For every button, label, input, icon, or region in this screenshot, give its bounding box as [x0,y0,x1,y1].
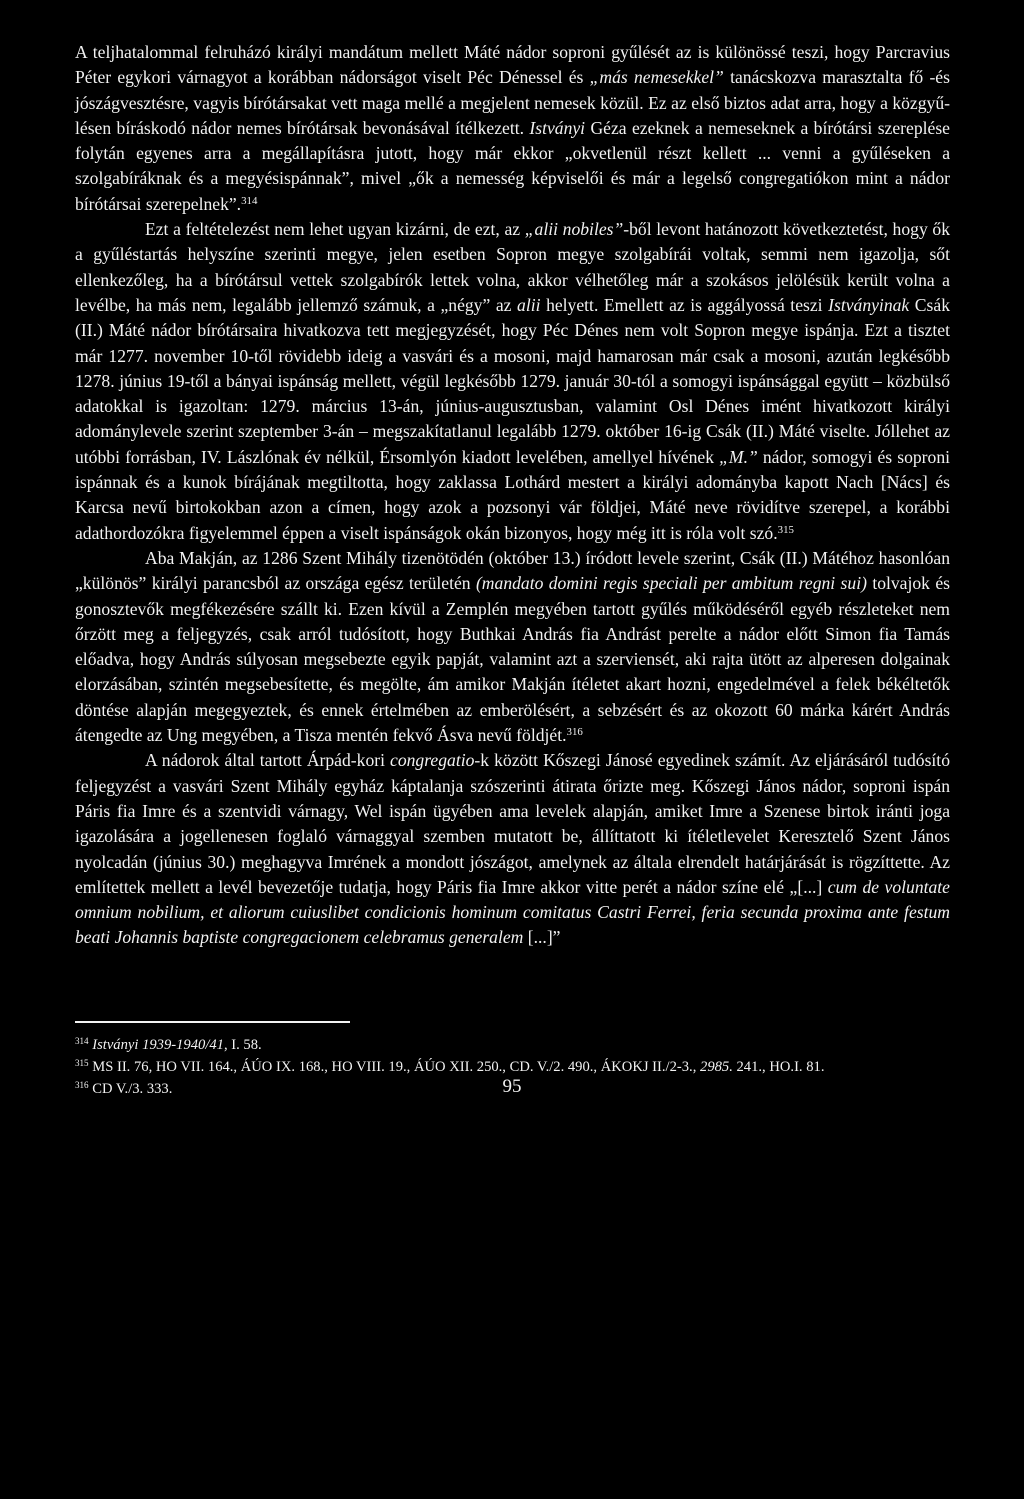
text-run: -ből levont hatánozott következtetést, hogy ők a gyűléstartás helyszíne szerinti megye, jelen esetben Sopron megye szolgabírái voltak, semmi nem igazolja, sőt ellenkezőleg, ha a bírótársul vettek szolgabírók lettek volna, akkor vélhetőleg már a szokásos jelölésük került volna a levélbe, ha más nem, legalább jellemző számuk, a „négy” az [75,219,951,315]
italic-text: congregatio [390,750,475,771]
main-text [75,40,950,951]
italic-text: Istványi 1939-1940/41 [92,1037,224,1053]
italic-text: (mandato domini regis speciali per ambitum regni sui) [475,573,867,594]
text-run: Géza ezeknek a nemeseknek a bírótársi szereplése folytán egyenes arra a megállapításra jutott, hogy már ekkor „okvetlenül részt kellett ... venni a gyűléseken a szolgabíráknak és a megyésispánnak”, mivel „ők a nemesség képviselői és már a legelső congregatiókon mint a nádor bírótársai szerepelnek”. [75,117,950,214]
italic-text: „M.” [719,446,758,467]
text-run: A teljhatalommal felruházó királyi mandátum mellett Máté nádor soproni gyűlését az is különössé teszi, hogy Parcravius Péter egykori várnagyot a korábban nádorságot viselt Péc Dénessel és [75,42,950,88]
text-run: 241., HO.I. 81. [732,1059,825,1075]
paragraph [75,546,950,748]
italic-text: cum de voluntate omnium nobilium, et aliorum cuiuslibet condicionis hominum comitatus Castri Ferrei, feria secunda proxima ante festum beati Johannis baptiste congregacionem celebramus generalem [75,876,950,948]
paragraph [75,40,950,217]
italic-text: 2985. [700,1059,733,1075]
text-run: helyett. Emellett az is aggályossá teszi [540,294,829,315]
italic-text: Istványinak [828,294,910,315]
text-run: Ezt a feltételezést nem lehet ugyan kizárni, de ezt, az [145,219,525,240]
footnote-ref: 314 [75,1036,89,1047]
footnote-ref: 315 [777,523,794,536]
footnote-ref: 314 [241,194,258,207]
text-run: , I. 58. [223,1037,262,1053]
footnote [75,1034,950,1056]
text-run: nádor, somogyi és soproni ispánnak és a kunok bírájának megtiltotta, hogy zaklassa Lothárd mestert a királyi adományba kapott Nach [Nács] és Karcsa nevű birtokokban azon a címen, hogy azok a pozsonyi vár földjei, Máté neve rövidítve szerepel, a korábbi adathordozókra figyelemmel éppen a viselt ispánságok okán bizonyos, hogy még itt is róla volt szó. [75,446,951,543]
footnote [75,1056,950,1078]
text-run: CD V./3. 333. [88,1081,173,1097]
text-run: A nádorok által tartott Árpád-kori [145,750,391,771]
text-run: -k között Kőszegi Jánosé egyedinek számít. Az eljárásáról tudósító feljegyzést a vasvári Szent Mihály egyház káptalanja szószerinti átirata őrizte meg. Kőszegi János nádor, soproni ispán Páris fia Imre és a szentvidi várnagy, Wel ispán ügyében ama levelek alapján, amiket Imre a Szenese birtok iránti joga igazolására a jogellenesen foglaló várnaggyal szemben mutatott be, állíttatott ki ítéletlevelet Keresztelő Szent János nyolcadán (június 30.) meghagyva Imrének a mondott jószágot, amelynek az általa elrendelt határjárását is rögzíttette. Az említettek mellett a levél bevezetője tudatja, hogy Páris fia Imre akkor vitte perét a nádor színe elé „[...] [75,750,950,897]
paragraph [75,748,950,950]
footnote-ref: 315 [75,1058,89,1069]
italic-text: Istványi [529,117,586,138]
page-number: 95 [502,1076,522,1097]
footnote-ref: 316 [566,726,583,739]
text-run: tanácskozva marasztalta fő -és jószágvesztésre, vagyis bírótársakat vett maga mellé a megjelent nemesek közül. Ez az első biztos adat arra, hogy a közgyűlésen bíráskodó nádor nemes bírótársak bevonásával ítélkezett. [75,67,950,138]
footnote-separator [75,1021,350,1023]
text-run: MS II. 76, HO VII. 164., ÁÚO IX. 168., HO VIII. 19., ÁÚO XII. 250., CD. V./2. 490., ÁKOKJ II./2-3., [88,1059,701,1075]
footnote-ref: 316 [75,1080,89,1091]
text-run: Aba Makján, az 1286 Szent Mihály tizenötödén (október 13.) íródott levele szerint, Csák (II.) Mátéhoz hasonlóan „különös” királyi parancsból az országa egész területén [75,547,950,594]
italic-text: „más nemesekkel” [589,67,724,88]
italic-text: „alii nobiles” [524,219,624,240]
text-run: [...]” [523,927,561,948]
paragraph [75,217,950,546]
text-run: Csák (II.) Máté nádor bírótársaira hivatkozva tett megjegyzését, hogy Péc Dénes nem volt Sopron megye ispánja. Ezt a tisztet már 1277. november 10-től rövidebb ideig a vasvári és a mosoni, majd hamarosan már csak a mosoni, azután legkésőbb 1278. június 19-től a bányai ispánság mellett, végül legkésőbb 1279. január 30-tól a somogyi ispánsággal együtt – közbülső adatokkal is igazoltan: 1279. március 13-án, június-augusztusban, valamint Osl Dénes imént hivatkozott királyi adománylevele szerint szeptember 3-án – megszakítatlanul legalább 1279. október 16-ig Csák (II.) Máté viselte. Jóllehet az utóbbi forrásban, IV. Lászlónak év nélkül, Érsomlyón kiadott levelében, amellyel hívének [75,294,950,467]
italic-text: alii [517,294,541,315]
text-run: tolvajok és gonosztevők megfékezésére szállt ki. Ezen kívül a Zemplén megyében tartott gyűlés működéséről egyéb részleteket nem őrzött meg a feljegyzés, csak arról tudósított, hogy Buthkai András fia Andrást perelte a nádor előtt Simon fia Tamás előadva, hogy András súlyosan megsebezte egyik papját, valamint azt a szerviensét, aki rajta ütött az alperesen dolgainak elorzásában, szintén megsebesítette, és megölte, ám amikor Makján ítéletet akart hozni, engedelmével a felek békéltetők döntése alapján megegyeztek, és ennek értelmében az emberölésért, a sebzésért és az okozott 60 márka kárért András átengedte az Ung megyében, a Tisza mentén fekvő Ásva nevű földjét. [75,573,950,746]
